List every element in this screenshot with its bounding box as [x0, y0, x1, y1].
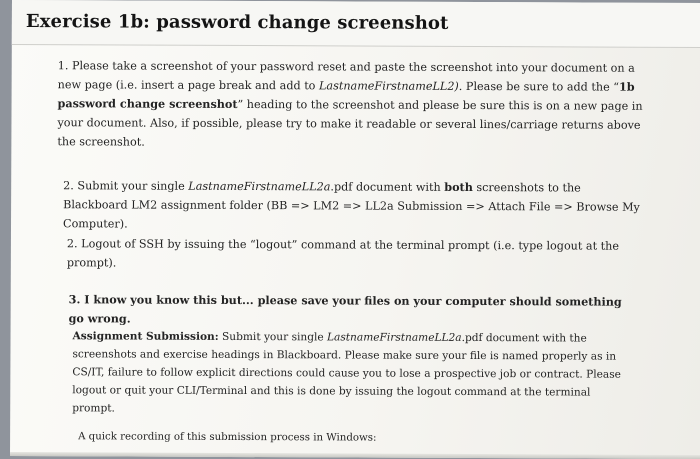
- step-text: screenshots to the Blackboard LM2 assignment folder (BB => LM2 => LL2a Submission => Attach File => Browse My Computer).: [62, 181, 640, 231]
- submission-label: Assignment Submission:: [72, 330, 219, 343]
- instruction-step-1: [57, 56, 647, 154]
- page-title: Exercise 1b: password change screenshot: [25, 11, 449, 34]
- filename: LastnameFirstnameLL2a: [188, 179, 331, 194]
- recording-note: A quick recording of this submission process in Windows:: [78, 431, 377, 444]
- document-page: [10, 0, 700, 459]
- heading-name: 1b password change screenshot: [57, 79, 635, 111]
- step-text: Logout of SSH by issuing the “logout” command at the terminal prompt (i.e. type logout at the prompt).: [66, 237, 620, 270]
- step-text: Submit your single: [73, 179, 189, 193]
- step-text: Please be sure to add the “: [462, 79, 620, 94]
- emphasis: both: [444, 179, 473, 195]
- instruction-step-2-logout: [67, 234, 627, 274]
- submission-text: Submit your single: [218, 330, 328, 344]
- instruction-step-2-submit: [63, 176, 643, 236]
- step-number: 2.: [66, 237, 78, 251]
- step-text: ” heading to the screenshot and please be sure this is on a new page in your document. Also, if possible, please try to make it readable or several lines/carriage returns above the screenshot.: [57, 97, 643, 149]
- page-edge: [10, 452, 700, 459]
- submission-text: .pdf document with the screenshots and exercise headings in Blackboard. Please make sure your file is named properly as in CS/IT, failure to follow explicit directions could cause you to lose a prospective job or contract. Please logout or quit your CLI/Terminal and this is done by issuing the logout command at the terminal prompt.: [72, 331, 621, 415]
- step-number: 1.: [57, 59, 69, 73]
- title-bar: [12, 0, 700, 48]
- step-text: .pdf document with: [330, 180, 445, 194]
- assignment-submission: [72, 327, 627, 419]
- instruction-step-3: 3. I know you know this but... please save your files on your computer should something go wrong.: [68, 292, 622, 326]
- filename: LastnameFirstnameLL2a: [327, 331, 462, 344]
- step-text: Please take a screenshot of your password reset and paste the screenshot into your document on a new page (i.e. insert a page break and add to: [57, 59, 635, 93]
- step-number: 2.: [63, 179, 74, 193]
- filename: LastnameFirstnameLL2).: [318, 79, 463, 93]
